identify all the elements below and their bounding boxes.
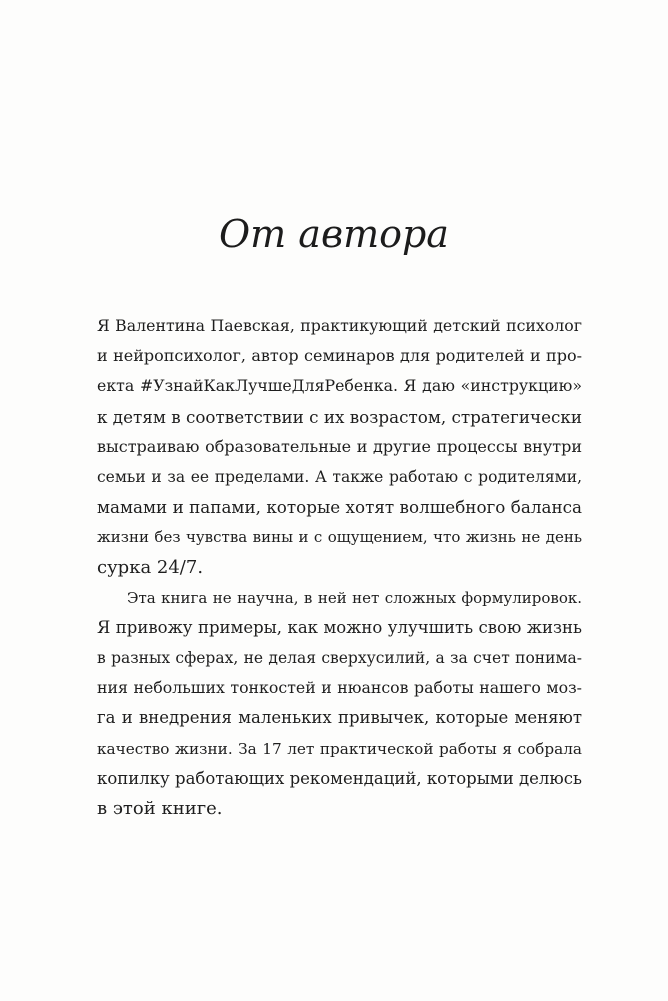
text-line: сурка 24/7.	[97, 556, 204, 578]
chapter-title: От автора	[219, 212, 449, 256]
text-line: жизни без чувства вины и с ощущением, что жизнь не день	[97, 528, 582, 547]
text-line: выстраиваю образовательные и другие процессы внутри	[97, 436, 582, 456]
text-line: Я Валентина Паевская, практикующий детский психолог	[97, 316, 582, 335]
text-line: семьи и за ее пределами. А также работаю с родителями,	[97, 467, 582, 486]
text-line: Эта книга не научна, в ней нет сложных формулировок.	[127, 588, 582, 607]
text-line: к детям в соответствии с их возрастом, стратегически	[97, 406, 582, 427]
text-line: качество жизни. За 17 лет практической работы я собрала	[97, 739, 582, 758]
text-line: екта #УзнайКакЛучшеДляРебенка. Я даю «инструкцию»	[97, 376, 582, 396]
text-line: в разных сферах, не делая сверхусилий, а за счет понима-	[97, 649, 582, 668]
text-line: ния небольших тонкостей и нюансов работы нашего моз-	[97, 678, 582, 698]
text-line: мамами и папами, которые хотят волшебного баланса	[97, 497, 582, 518]
text-line: и нейропсихолог, автор семинаров для родителей и про-	[97, 346, 582, 366]
body-text	[97, 311, 582, 824]
text-line: Я привожу примеры, как можно улучшить свою жизнь	[97, 617, 582, 637]
text-line: копилку работающих рекомендаций, которыми делюсь	[97, 768, 582, 788]
text-line: в этой книге.	[97, 798, 223, 819]
text-line: га и внедрения маленьких привычек, которые меняют	[97, 708, 582, 728]
